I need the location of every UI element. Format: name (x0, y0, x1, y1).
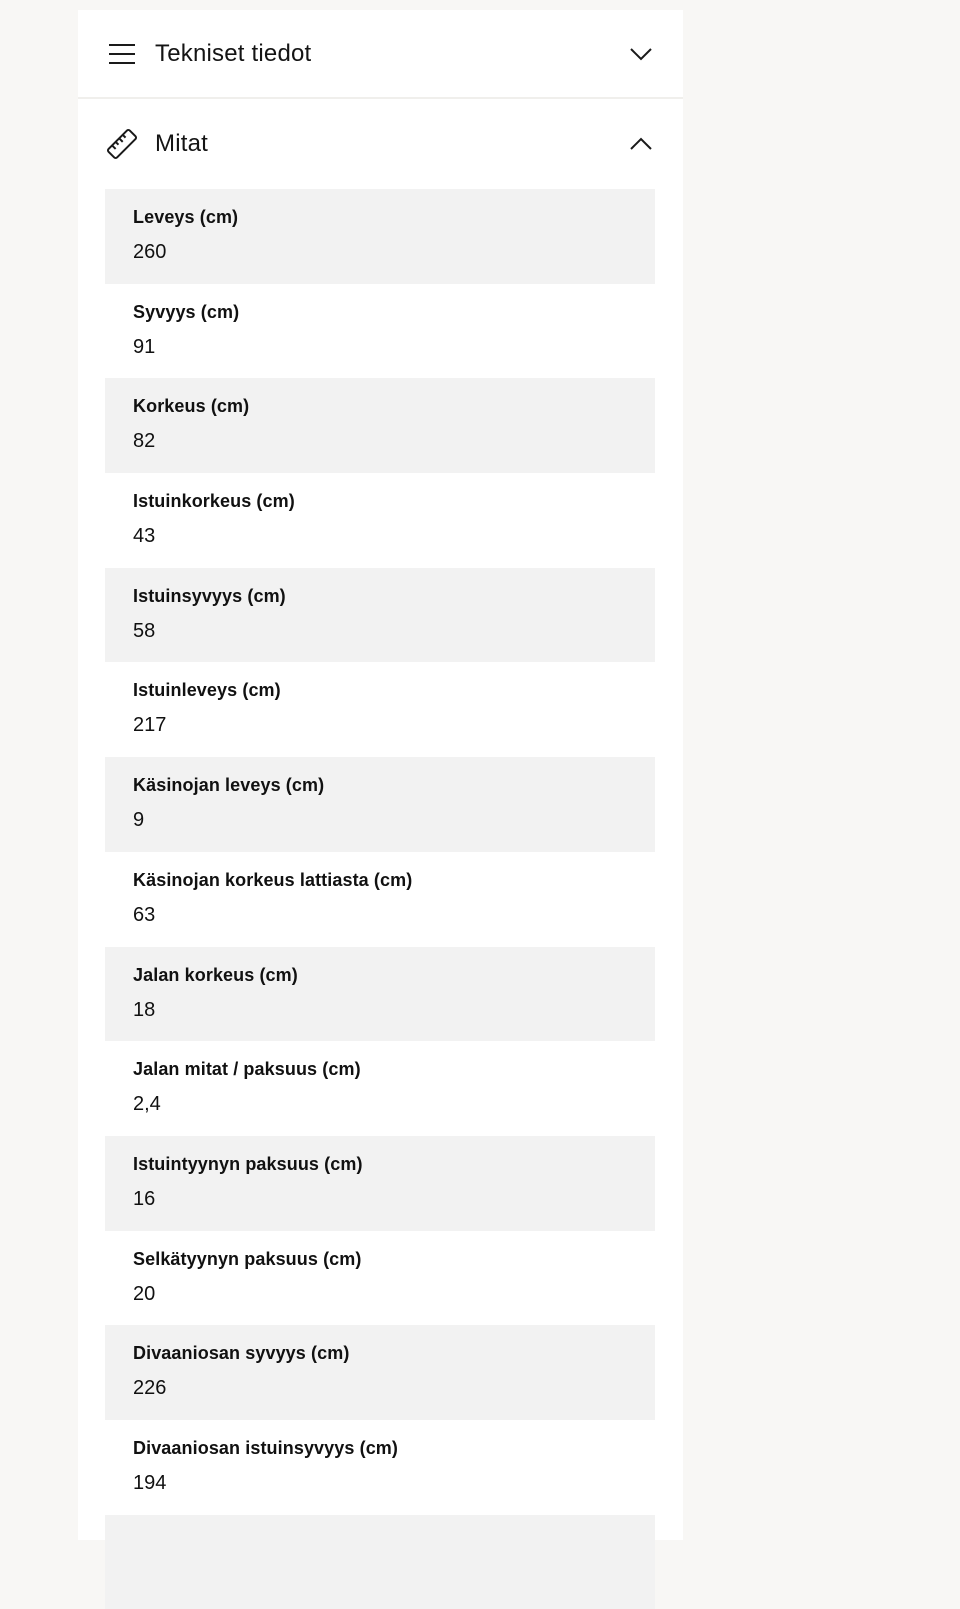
chevron-down-icon[interactable] (629, 42, 653, 66)
spec-row (105, 473, 655, 568)
spec-value: 217 (133, 714, 167, 737)
spec-value: 16 (133, 1187, 156, 1210)
spec-value: 20 (133, 1282, 156, 1305)
spec-value: 58 (133, 619, 156, 642)
spec-label: Istuinleveys (cm) (133, 680, 281, 701)
spec-label: Syvyys (cm) (133, 301, 240, 322)
spec-label: Selkätyynyn paksuus (cm) (133, 1248, 362, 1269)
accordion-title-dimensions: Mitat (155, 130, 209, 157)
spec-value: 82 (133, 430, 156, 453)
spec-row (105, 662, 655, 757)
spec-value: 194 (133, 1471, 167, 1494)
spec-row (105, 284, 655, 379)
spec-row (105, 947, 655, 1042)
spec-label: Jalan mitat / paksuus (cm) (133, 1059, 361, 1080)
spec-row (105, 1041, 655, 1136)
spec-label: Istuinsyvyys (cm) (133, 585, 286, 606)
menu-icon (106, 38, 138, 70)
accordion-dimensions[interactable] (78, 99, 683, 189)
spec-row (105, 1325, 655, 1420)
accordion-technical-details[interactable] (78, 10, 683, 99)
spec-value: 226 (133, 1377, 167, 1400)
spec-label: Istuintyynyn paksuus (cm) (133, 1153, 363, 1174)
accordion-title-technical: Tekniset tiedot (155, 39, 312, 67)
spec-row (105, 568, 655, 663)
spec-label: Divaaniosan istuinsyvyys (cm) (133, 1437, 399, 1458)
spec-row (105, 852, 655, 947)
product-details-panel (78, 10, 683, 1540)
dimensions-spec-list (105, 189, 655, 1609)
spec-label: Divaaniosan syvyys (cm) (133, 1343, 350, 1364)
spec-value: 91 (133, 335, 156, 358)
spec-label: Käsinojan korkeus lattiasta (cm) (133, 869, 413, 890)
spec-row (105, 1420, 655, 1515)
spec-label: Istuinkorkeus (cm) (133, 491, 295, 512)
spec-row (105, 1231, 655, 1326)
spec-label: Korkeus (cm) (133, 396, 250, 417)
spec-row (105, 757, 655, 852)
spec-value: 260 (133, 241, 167, 263)
spec-value: 18 (133, 998, 156, 1021)
spec-row (105, 1136, 655, 1231)
spec-value: 43 (133, 525, 156, 548)
spec-value: 9 (133, 809, 145, 832)
spec-row-partial (105, 1515, 655, 1609)
ruler-icon (106, 128, 138, 160)
spec-row (105, 378, 655, 473)
spec-row (105, 189, 655, 284)
spec-value: 2,4 (133, 1093, 161, 1116)
spec-label: Käsinojan leveys (cm) (133, 775, 325, 796)
spec-label: Leveys (cm) (133, 207, 239, 227)
spec-value: 63 (133, 903, 156, 926)
spec-label: Jalan korkeus (cm) (133, 964, 298, 985)
chevron-up-icon[interactable] (629, 132, 653, 156)
